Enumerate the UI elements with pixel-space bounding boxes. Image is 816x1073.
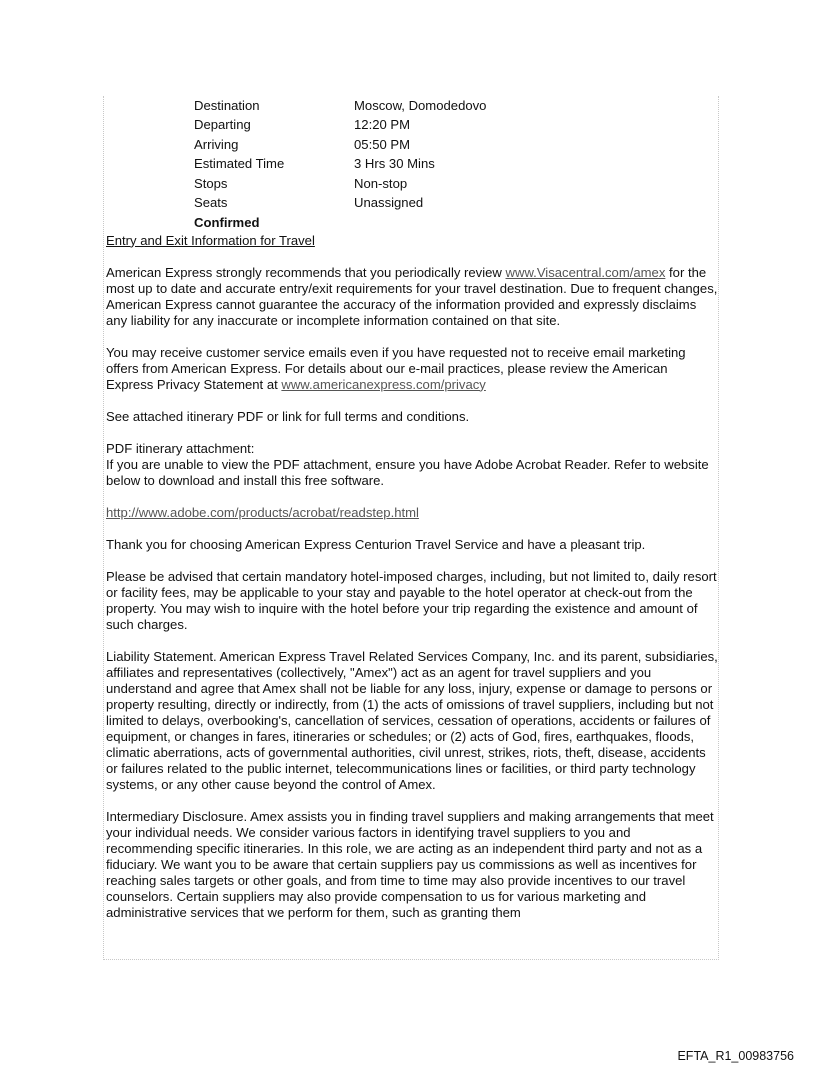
flight-value: 12:20 PM: [354, 117, 411, 133]
document-body: [106, 96, 718, 937]
itinerary-note: See attached itinerary PDF or link for full terms and conditions.: [106, 408, 470, 424]
flight-row-estimated-time: [194, 155, 486, 175]
flight-row-seats: [194, 194, 486, 214]
pdf-heading: PDF itinerary attachment:: [106, 440, 255, 456]
pdf-text: If you are unable to view the PDF attachment, ensure you have Adobe Acrobat Reader. Refer to website below to download and install this free software.: [106, 456, 709, 488]
thanks-paragraph: Thank you for choosing American Express Centurion Travel Service and have a pleasant trip.: [106, 536, 646, 552]
flight-label: Estimated Time: [194, 156, 285, 172]
flight-value: Unassigned: [354, 195, 424, 211]
flight-value: 05:50 PM: [354, 136, 411, 152]
flight-row-arriving: [194, 135, 486, 155]
flight-row-status: [194, 213, 486, 233]
liability-paragraph: Liability Statement. American Express Travel Related Services Company, Inc. and its parent, subsidiaries, affiliates and representatives (collectively, "Amex") act as an agent for travel suppliers and you understand and agree that Amex shall not be liable for any loss, injury, expense or damage to persons or property resulting, directly or indirectly, from (1) the acts of omissions of travel suppliers, including but not limited to delays, overbooking's, cancellation of services, cessation of operations, accidents or failures of equipment, or changes in fares, itineraries or schedules; or (2) acts of God, fires, earthquakes, floods, climatic aberrations, acts of governmental authorities, civil unrest, strikes, riots, theft, disease, accidents or failures related to the public internet, telecommunications lines or facilities, or third party technology systems, or any other cause beyond the control of Amex.: [106, 648, 718, 792]
privacy-text: You may receive customer service emails even if you have requested not to receive email marketing offers from American Express. For details about our e-mail practices, please review the American Express Privacy Statement at: [106, 344, 686, 392]
flight-value: Non-stop: [354, 175, 408, 191]
flight-row-departing: [194, 116, 486, 136]
flight-value: 3 Hrs 30 Mins: [354, 156, 435, 172]
flight-label: Arriving: [194, 136, 239, 152]
flight-row-stops: [194, 174, 486, 194]
intermediary-paragraph: Intermediary Disclosure. Amex assists you in finding travel suppliers and making arrangements that meet your individual needs. We consider various factors in identifying travel suppliers to you and recommending specific itineraries. In this role, we are acting as an independent third party and not as a fiduciary. We want you to be aware that certain suppliers pay us commissions as well as incentives for reaching sales targets or other goals, and from time to time may also provide incentives to our travel counselors. Certain suppliers may also provide compensation to us for various marketing and administrative services that we perform for them, such as granting them: [106, 808, 714, 920]
flight-label: Stops: [194, 175, 228, 191]
visacentral-link[interactable]: www.Visacentral.com/amex: [505, 264, 666, 280]
entry-exit-text-post: for the most up to date and accurate entry/exit requirements for your travel destination. Due to frequent changes, American Express cannot guarantee the accuracy of the information provided and expressly disclaims any liability for any inaccurate or incomplete information contained on that site.: [106, 264, 718, 328]
privacy-link[interactable]: www.americanexpress.com/privacy: [281, 376, 486, 392]
entry-exit-text-pre: American Express strongly recommends that you periodically review: [106, 264, 506, 280]
booking-status: Confirmed: [194, 214, 260, 230]
flight-label: Destination: [194, 97, 260, 113]
adobe-link[interactable]: http://www.adobe.com/products/acrobat/readstep.html: [106, 504, 419, 520]
document-id: EFTA_R1_00983756: [677, 1049, 794, 1063]
flight-row-destination: [194, 96, 486, 116]
flight-label: Seats: [194, 195, 228, 211]
privacy-paragraph: [106, 345, 718, 393]
pdf-paragraph: [106, 441, 718, 489]
hotel-charges-paragraph: Please be advised that certain mandatory hotel-imposed charges, including, but not limited to, daily resort or facility fees, may be applicable to your stay and payable to the hotel operator at check-out from the property. You may wish to inquire with the hotel before your trip regarding the existence and amount of such charges.: [106, 568, 717, 632]
flight-value: Moscow, Domodedovo: [354, 97, 487, 113]
flight-details-table: [194, 96, 486, 233]
entry-exit-paragraph: [106, 265, 718, 329]
flight-label: Departing: [194, 117, 251, 133]
entry-exit-title: Entry and Exit Information for Travel: [106, 232, 315, 248]
adobe-link-paragraph: [106, 505, 718, 521]
